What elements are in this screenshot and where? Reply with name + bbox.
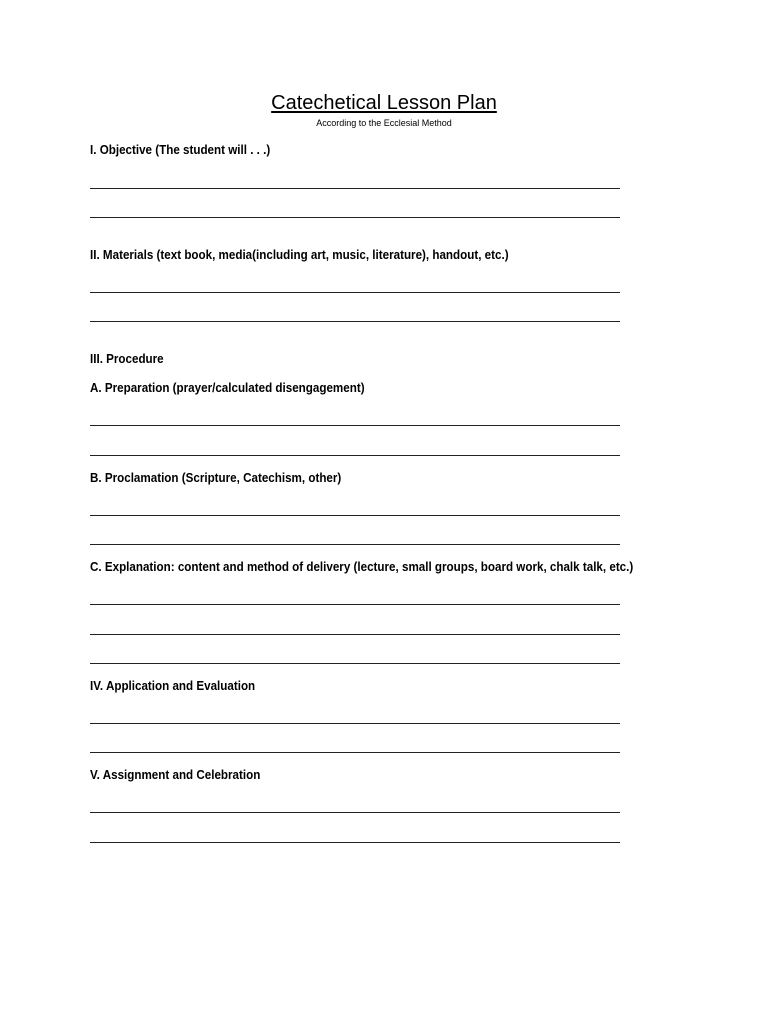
- assignment-answer-line[interactable]: [90, 842, 620, 843]
- materials-answer-line[interactable]: [90, 321, 620, 322]
- materials-answer-line[interactable]: [90, 292, 620, 293]
- proclamation-answer-line[interactable]: [90, 544, 620, 545]
- assignment-answer-line[interactable]: [90, 812, 620, 813]
- preparation-answer-line[interactable]: [90, 425, 620, 426]
- proclamation-answer-line[interactable]: [90, 515, 620, 516]
- materials-heading: II. Materials (text book, media(including art, music, literature), handout, etc.): [90, 248, 509, 262]
- objective-heading: I. Objective (The student will . . .): [90, 143, 271, 157]
- proclamation-heading: B. Proclamation (Scripture, Catechism, other): [90, 471, 342, 485]
- document-subtitle: According to the Ecclesial Method: [316, 118, 452, 128]
- application-answer-line[interactable]: [90, 752, 620, 753]
- explanation-answer-line[interactable]: [90, 604, 620, 605]
- explanation-heading: C. Explanation: content and method of delivery (lecture, small groups, board work, chalk talk, etc.): [90, 560, 634, 574]
- objective-answer-line[interactable]: [90, 188, 620, 189]
- document-title: Catechetical Lesson Plan: [271, 92, 497, 114]
- application-answer-line[interactable]: [90, 723, 620, 724]
- objective-answer-line[interactable]: [90, 217, 620, 218]
- assignment-heading: V. Assignment and Celebration: [90, 768, 261, 782]
- preparation-answer-line[interactable]: [90, 455, 620, 456]
- application-heading: IV. Application and Evaluation: [90, 679, 256, 693]
- explanation-answer-line[interactable]: [90, 634, 620, 635]
- procedure-heading: III. Procedure: [90, 352, 164, 366]
- preparation-heading: A. Preparation (prayer/calculated disengagement): [90, 381, 365, 395]
- explanation-answer-line[interactable]: [90, 663, 620, 664]
